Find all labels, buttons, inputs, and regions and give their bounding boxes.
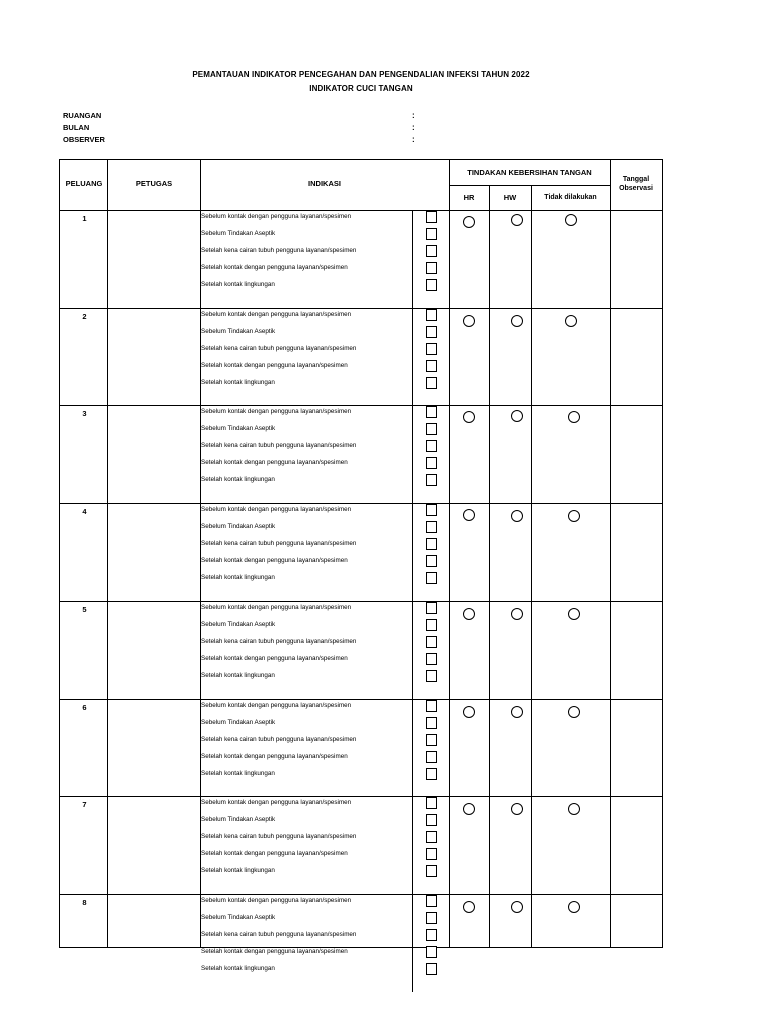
tidak-dilakukan-option-circle[interactable]: [565, 214, 577, 226]
checkbox-column-divider: [412, 894, 413, 992]
indication-label: Setelah kontak lingkungan: [201, 574, 275, 581]
indication-label: Sebelum kontak dengan pengguna layanan/spesimen: [201, 311, 352, 318]
ruangan-label: RUANGAN: [63, 111, 102, 120]
row-divider: [60, 601, 662, 602]
indication-checkbox[interactable]: [426, 423, 437, 435]
hw-option-circle[interactable]: [511, 214, 523, 226]
col-divider: [531, 185, 532, 947]
header-tidak-dilakukan: Tidak dilakukan: [544, 194, 597, 201]
indication-label: Setelah kontak lingkungan: [201, 672, 275, 679]
indication-label: Setelah kontak dengan pengguna layanan/spesimen: [201, 362, 348, 369]
indication-label: Sebelum kontak dengan pengguna layanan/spesimen: [201, 506, 352, 513]
indication-checkbox[interactable]: [426, 670, 437, 682]
indication-label: Sebelum Tindakan Aseptik: [201, 230, 276, 237]
indication-checkbox[interactable]: [426, 797, 437, 809]
row-divider: [60, 699, 662, 700]
indication-label: Setelah kontak dengan pengguna layanan/spesimen: [201, 655, 348, 662]
hr-option-circle[interactable]: [463, 706, 475, 718]
tidak-dilakukan-option-circle[interactable]: [568, 706, 580, 718]
peluang-number: 4: [82, 507, 87, 516]
col-divider: [107, 160, 108, 947]
indication-label: Setelah kontak dengan pengguna layanan/spesimen: [201, 557, 348, 564]
indication-label: Setelah kontak lingkungan: [201, 867, 275, 874]
col-divider: [610, 160, 611, 947]
hw-option-circle[interactable]: [511, 901, 523, 913]
indication-checkbox[interactable]: [426, 619, 437, 631]
hr-option-circle[interactable]: [463, 901, 475, 913]
tidak-dilakukan-option-circle[interactable]: [568, 608, 580, 620]
checkbox-column-divider: [412, 601, 413, 699]
indication-checkbox[interactable]: [426, 555, 437, 567]
indication-checkbox[interactable]: [426, 262, 437, 274]
indication-checkbox[interactable]: [426, 636, 437, 648]
peluang-number: 2: [82, 312, 87, 321]
indication-label: Setelah kena cairan tubuh pengguna layanan/spesimen: [201, 638, 357, 645]
checkbox-column-divider: [412, 699, 413, 797]
indication-label: Sebelum Tindakan Aseptik: [201, 425, 276, 432]
tidak-dilakukan-option-circle[interactable]: [568, 510, 580, 522]
hw-option-circle[interactable]: [511, 410, 523, 422]
indication-checkbox[interactable]: [426, 228, 437, 240]
indication-checkbox[interactable]: [426, 457, 437, 469]
bulan-colon: :: [412, 123, 415, 132]
header-peluang: PELUANG: [65, 179, 103, 188]
indication-checkbox[interactable]: [426, 406, 437, 418]
bulan-label: BULAN: [63, 123, 90, 132]
indication-label: Setelah kontak dengan pengguna layanan/spesimen: [201, 753, 348, 760]
peluang-number: 3: [82, 409, 87, 418]
indication-label: Sebelum kontak dengan pengguna layanan/spesimen: [201, 897, 352, 904]
indication-checkbox[interactable]: [426, 768, 437, 780]
hw-option-circle[interactable]: [511, 803, 523, 815]
col-divider: [489, 185, 490, 947]
indication-checkbox[interactable]: [426, 377, 437, 389]
indication-checkbox[interactable]: [426, 211, 437, 223]
peluang-number: 8: [82, 898, 87, 907]
indication-checkbox[interactable]: [426, 538, 437, 550]
tidak-dilakukan-option-circle[interactable]: [568, 901, 580, 913]
indication-checkbox[interactable]: [426, 946, 437, 958]
header-bottom-line: [60, 210, 662, 211]
indication-label: Setelah kontak dengan pengguna layanan/spesimen: [201, 948, 348, 955]
observation-table: [59, 159, 663, 972]
hr-option-circle[interactable]: [463, 803, 475, 815]
header-indikasi: INDIKASI: [308, 179, 341, 188]
indication-checkbox[interactable]: [426, 474, 437, 486]
indication-checkbox[interactable]: [426, 279, 437, 291]
col-divider: [200, 160, 201, 947]
indication-label: Setelah kena cairan tubuh pengguna layanan/spesimen: [201, 833, 357, 840]
indication-label: Setelah kontak lingkungan: [201, 965, 275, 972]
hw-option-circle[interactable]: [511, 706, 523, 718]
indication-label: Sebelum kontak dengan pengguna layanan/spesimen: [201, 604, 352, 611]
indication-label: Setelah kontak dengan pengguna layanan/spesimen: [201, 264, 348, 271]
indication-checkbox[interactable]: [426, 734, 437, 746]
checkbox-column-divider: [412, 796, 413, 894]
indication-label: Setelah kena cairan tubuh pengguna layanan/spesimen: [201, 540, 357, 547]
indication-checkbox[interactable]: [426, 309, 437, 321]
indication-label: Setelah kena cairan tubuh pengguna layanan/spesimen: [201, 931, 357, 938]
observer-label: OBSERVER: [63, 135, 105, 144]
indication-checkbox[interactable]: [426, 360, 437, 372]
indication-label: Sebelum Tindakan Aseptik: [201, 816, 276, 823]
row-divider: [60, 503, 662, 504]
header-tanggal-line1: Tanggal: [622, 176, 650, 183]
indication-label: Sebelum Tindakan Aseptik: [201, 621, 276, 628]
indication-label: Sebelum kontak dengan pengguna layanan/spesimen: [201, 702, 352, 709]
indication-checkbox[interactable]: [426, 504, 437, 516]
indication-label: Sebelum kontak dengan pengguna layanan/spesimen: [201, 408, 352, 415]
ruangan-colon: :: [412, 111, 415, 120]
checkbox-column-divider: [412, 405, 413, 503]
page-title: PEMANTAUAN INDIKATOR PENCEGAHAN DAN PENGENDALIAN INFEKSI TAHUN 2022: [192, 70, 530, 79]
indication-checkbox[interactable]: [426, 602, 437, 614]
indication-checkbox[interactable]: [426, 245, 437, 257]
header-divider: [449, 185, 610, 186]
checkbox-column-divider: [412, 210, 413, 308]
indication-checkbox[interactable]: [426, 440, 437, 452]
indication-checkbox[interactable]: [426, 963, 437, 975]
indication-checkbox[interactable]: [426, 814, 437, 826]
hr-option-circle[interactable]: [463, 608, 475, 620]
indication-checkbox[interactable]: [426, 653, 437, 665]
row-divider: [60, 405, 662, 406]
checkbox-column-divider: [412, 308, 413, 406]
observer-colon: :: [412, 135, 415, 144]
indication-label: Sebelum Tindakan Aseptik: [201, 719, 276, 726]
page-subtitle: INDIKATOR CUCI TANGAN: [309, 84, 413, 93]
row-divider: [60, 796, 662, 797]
indication-checkbox[interactable]: [426, 521, 437, 533]
checkbox-column-divider: [412, 503, 413, 601]
header-hw: HW: [503, 193, 517, 202]
indication-label: Sebelum kontak dengan pengguna layanan/spesimen: [201, 799, 352, 806]
indication-checkbox[interactable]: [426, 572, 437, 584]
peluang-number: 7: [82, 800, 87, 809]
indication-label: Setelah kena cairan tubuh pengguna layanan/spesimen: [201, 345, 357, 352]
header-tanggal: [610, 175, 662, 193]
indication-label: Sebelum Tindakan Aseptik: [201, 523, 276, 530]
indication-label: Sebelum Tindakan Aseptik: [201, 328, 276, 335]
peluang-number: 6: [82, 703, 87, 712]
indication-label: Setelah kena cairan tubuh pengguna layanan/spesimen: [201, 442, 357, 449]
indication-label: Setelah kontak dengan pengguna layanan/spesimen: [201, 459, 348, 466]
indication-checkbox[interactable]: [426, 343, 437, 355]
indication-label: Setelah kontak lingkungan: [201, 281, 275, 288]
header-petugas: PETUGAS: [135, 179, 173, 188]
row-divider: [60, 308, 662, 309]
indication-label: Setelah kontak dengan pengguna layanan/spesimen: [201, 850, 348, 857]
indication-label: Sebelum Tindakan Aseptik: [201, 914, 276, 921]
indication-checkbox[interactable]: [426, 717, 437, 729]
hr-option-circle[interactable]: [463, 315, 475, 327]
indication-label: Setelah kontak lingkungan: [201, 476, 275, 483]
tidak-dilakukan-option-circle[interactable]: [568, 411, 580, 423]
indication-checkbox[interactable]: [426, 865, 437, 877]
indication-checkbox[interactable]: [426, 326, 437, 338]
indication-label: Sebelum kontak dengan pengguna layanan/spesimen: [201, 213, 352, 220]
indication-label: Setelah kena cairan tubuh pengguna layanan/spesimen: [201, 736, 357, 743]
hr-option-circle[interactable]: [463, 411, 475, 423]
indication-checkbox[interactable]: [426, 831, 437, 843]
indication-checkbox[interactable]: [426, 929, 437, 941]
header-tanggal-line2: Observasi: [619, 185, 653, 192]
hw-option-circle[interactable]: [511, 510, 523, 522]
indication-checkbox[interactable]: [426, 751, 437, 763]
hr-option-circle[interactable]: [463, 509, 475, 521]
hw-option-circle[interactable]: [511, 315, 523, 327]
tidak-dilakukan-option-circle[interactable]: [568, 803, 580, 815]
header-tindakan: TINDAKAN KEBERSIHAN TANGAN: [467, 168, 592, 177]
peluang-number: 5: [82, 605, 87, 614]
indication-checkbox[interactable]: [426, 895, 437, 907]
indication-checkbox[interactable]: [426, 912, 437, 924]
peluang-number: 1: [82, 214, 87, 223]
indication-label: Setelah kontak lingkungan: [201, 379, 275, 386]
hr-option-circle[interactable]: [463, 216, 475, 228]
indication-checkbox[interactable]: [426, 700, 437, 712]
indication-label: Setelah kontak lingkungan: [201, 770, 275, 777]
row-divider: [60, 894, 662, 895]
tidak-dilakukan-option-circle[interactable]: [565, 315, 577, 327]
header-hr: HR: [463, 193, 475, 202]
indication-label: Setelah kena cairan tubuh pengguna layanan/spesimen: [201, 247, 357, 254]
col-divider: [449, 160, 450, 947]
hw-option-circle[interactable]: [511, 608, 523, 620]
indication-checkbox[interactable]: [426, 848, 437, 860]
